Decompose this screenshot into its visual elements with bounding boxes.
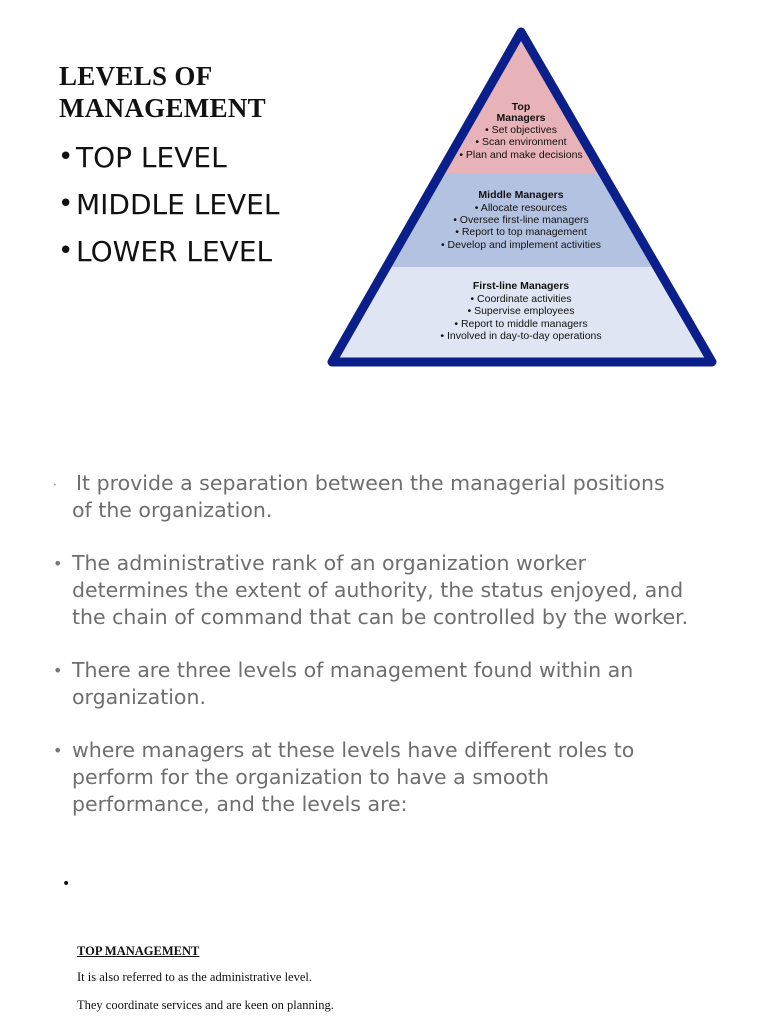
middle-item: • Report to top management	[455, 226, 587, 238]
bullet-icon: •	[53, 554, 63, 573]
top-title-line2: Managers	[496, 112, 546, 124]
section-text: They coordinate services and are keen on planning.	[77, 998, 334, 1012]
management-pyramid-diagram	[324, 24, 720, 370]
level-item-middle: •MIDDLE LEVEL	[58, 181, 279, 228]
middle-item: • Oversee first-line managers	[453, 214, 589, 226]
section-heading: TOP MANAGEMENT	[77, 944, 200, 958]
point-item: • There are three levels of management found within an organization.	[53, 658, 634, 709]
top-management-section	[77, 944, 677, 1026]
title-line-2: MANAGEMENT	[59, 93, 266, 123]
top-item: • Plan and make decisions	[459, 149, 583, 161]
bottom-item: • Report to middle managers	[454, 318, 588, 330]
middle-item: • Develop and implement activities	[440, 239, 602, 251]
page-title	[59, 60, 319, 124]
bullet-icon: •	[53, 661, 63, 680]
point-item: • The administrative rank of an organization worker determines the extent of authority, the status enjoyed, and the chain of command that can be controlled by the worker.	[53, 551, 689, 629]
section-text: It is also referred to as the administrative level.	[77, 970, 312, 984]
bullet-icon: ·	[53, 478, 57, 492]
middle-item: • Allocate resources	[474, 202, 568, 214]
bottom-item: • Involved in day-to-day operations	[440, 330, 602, 342]
bottom-item: • Supervise employees	[467, 305, 575, 317]
point-item: • where managers at these levels have different roles to perform for the organization to have a smooth performance, and the levels are:	[53, 738, 635, 816]
point-item: · It provide a separation between the managerial positions of the organization.	[53, 471, 665, 522]
bullet-icon: •	[58, 189, 74, 219]
top-title-line1: Top	[511, 101, 531, 113]
bullet-icon: •	[58, 236, 74, 266]
bottom-item: • Coordinate activities	[470, 293, 572, 305]
level-item-lower: •LOWER LEVEL	[58, 228, 279, 275]
bullet-icon: •	[58, 142, 74, 172]
bullet-icon: •	[53, 741, 63, 760]
description-points	[50, 470, 690, 844]
levels-list	[58, 134, 279, 275]
level-item-top: •TOP LEVEL	[58, 134, 279, 181]
middle-title: Middle Managers	[478, 189, 564, 201]
title-line-1: LEVELS OF	[59, 61, 213, 91]
top-item: • Scan environment	[475, 136, 567, 148]
stray-bullet-icon: •	[62, 876, 71, 892]
bottom-title: First-line Managers	[472, 280, 570, 292]
top-item: • Set objectives	[485, 124, 557, 136]
